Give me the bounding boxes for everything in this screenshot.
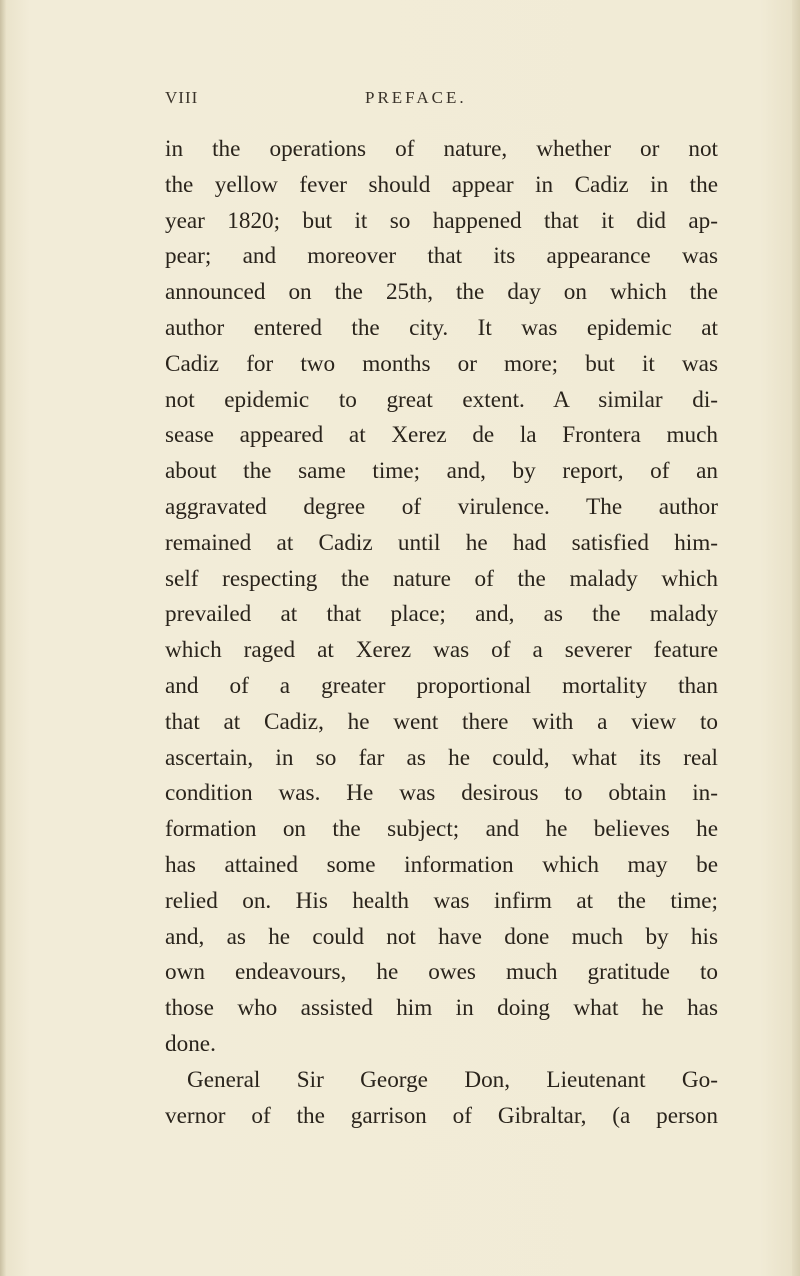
text-line: has attained some information which may be [165,851,718,878]
text-line: remained at Cadiz until he had satisfied him- [165,529,718,556]
text-line: year 1820; but it so happened that it did ap- [165,207,718,234]
text-line: the yellow fever should appear in Cadiz in the [165,171,718,198]
text-line: relied on. His health was infirm at the time; [165,887,718,914]
text-line: Cadiz for two months or more; but it was [165,350,718,377]
page-right-edge [792,0,800,1276]
text-line: which raged at Xerez was of a severer feature [165,637,718,664]
text-line: condition was. He was desirous to obtain in- [165,780,718,807]
running-head-title: PREFACE. [365,88,467,107]
text-line: ascertain, in so far as he could, what its real [165,744,718,771]
text-line: pear; and moreover that its appearance was [165,243,718,270]
body-text [165,132,718,1134]
text-line: that at Cadiz, he went there with a view to [165,708,718,735]
text-line-paragraph-end: done. [165,1030,216,1057]
text-line: sease appeared at Xerez de la Frontera much [165,422,718,449]
text-line: and, as he could not have done much by his [165,923,718,950]
text-line: self respecting the nature of the malady which [165,565,718,592]
text-line: and of a greater proportional mortality than [165,672,718,699]
text-line: aggravated degree of virulence. The author [165,493,718,520]
text-line-paragraph-start: General Sir George Don, Lieutenant Go- [187,1066,718,1093]
text-line: announced on the 25th, the day on which the [165,279,718,306]
text-line: not epidemic to great extent. A similar di- [165,386,718,413]
text-line: prevailed at that place; and, as the malady [165,601,718,628]
text-line: about the same time; and, by report, of an [165,458,718,485]
page-spine-edge [0,0,6,1276]
page-number: VIII [165,88,199,107]
text-line: own endeavours, he owes much gratitude to [165,959,718,986]
running-head [165,88,725,118]
text-line: those who assisted him in doing what he has [165,995,718,1022]
text-line: vernor of the garrison of Gibraltar, (a person [165,1102,718,1129]
text-line: author entered the city. It was epidemic at [165,314,718,341]
text-line: formation on the subject; and he believes he [165,816,718,843]
text-line: in the operations of nature, whether or not [165,136,718,162]
